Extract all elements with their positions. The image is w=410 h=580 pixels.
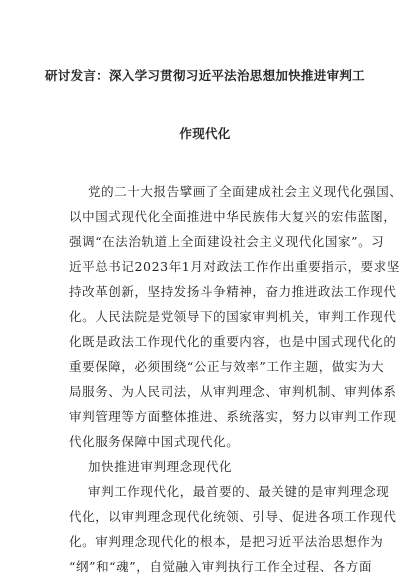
paragraph-1-line-9: 局服务、为人民司法，从审判理念、审判机制、审判体系 [69, 384, 397, 399]
paragraph-2-line-1: 审判工作现代化，最首要的、最关键的是审判理念现 [88, 484, 390, 499]
section-subheading: 加快推进审判理念现代化 [88, 459, 233, 474]
paragraph-1-line-7: 化既是政法工作现代化的重要内容，也是中国式现代化的 [69, 334, 397, 349]
paragraph-1-line-4: 近平总书记2023年1月对政法工作作出重要指示，要求坚 [69, 259, 400, 274]
paragraph-1-line-11: 代化服务保障中国式现代化。 [69, 434, 240, 449]
paragraph-2-line-2: 代化，以审判理念现代化统领、引导、促进各项工作现代 [69, 509, 397, 524]
document-title-line-1: 研讨发言：深入学习贯彻习近平法治思想加快推进审判工 [44, 68, 365, 83]
paragraph-1-line-5: 持改革创新，坚持发扬斗争精神，奋力推进政法工作现代 [69, 284, 397, 299]
paragraph-2-line-4: “纲”和“魂”，自觉融入审判执行工作全过程、各方面 [69, 559, 373, 574]
paragraph-1-line-8: 重要保障，必须围绕“公正与效率”工作主题，做实为大 [69, 359, 385, 374]
paragraph-1-line-1: 党的二十大报告擘画了全面建成社会主义现代化强国、 [88, 184, 403, 199]
paragraph-1-line-3: 强调“在法治轨道上全面建设社会主义现代化国家”。习 [69, 234, 385, 249]
paragraph-1-line-2: 以中国式现代化全面推进中华民族伟大复兴的宏伟蓝图， [69, 209, 397, 224]
paragraph-1-line-6: 化。人民法院是党领导下的国家审判机关，审判工作现代 [69, 309, 397, 324]
paragraph-2-line-3: 化。审判理念现代化的根本，是把习近平法治思想作为 [69, 534, 384, 549]
paragraph-1-line-10: 审判管理等方面整体推进、系统落实，努力以审判工作现 [69, 409, 397, 424]
document-title-line-2: 作现代化 [179, 126, 231, 141]
